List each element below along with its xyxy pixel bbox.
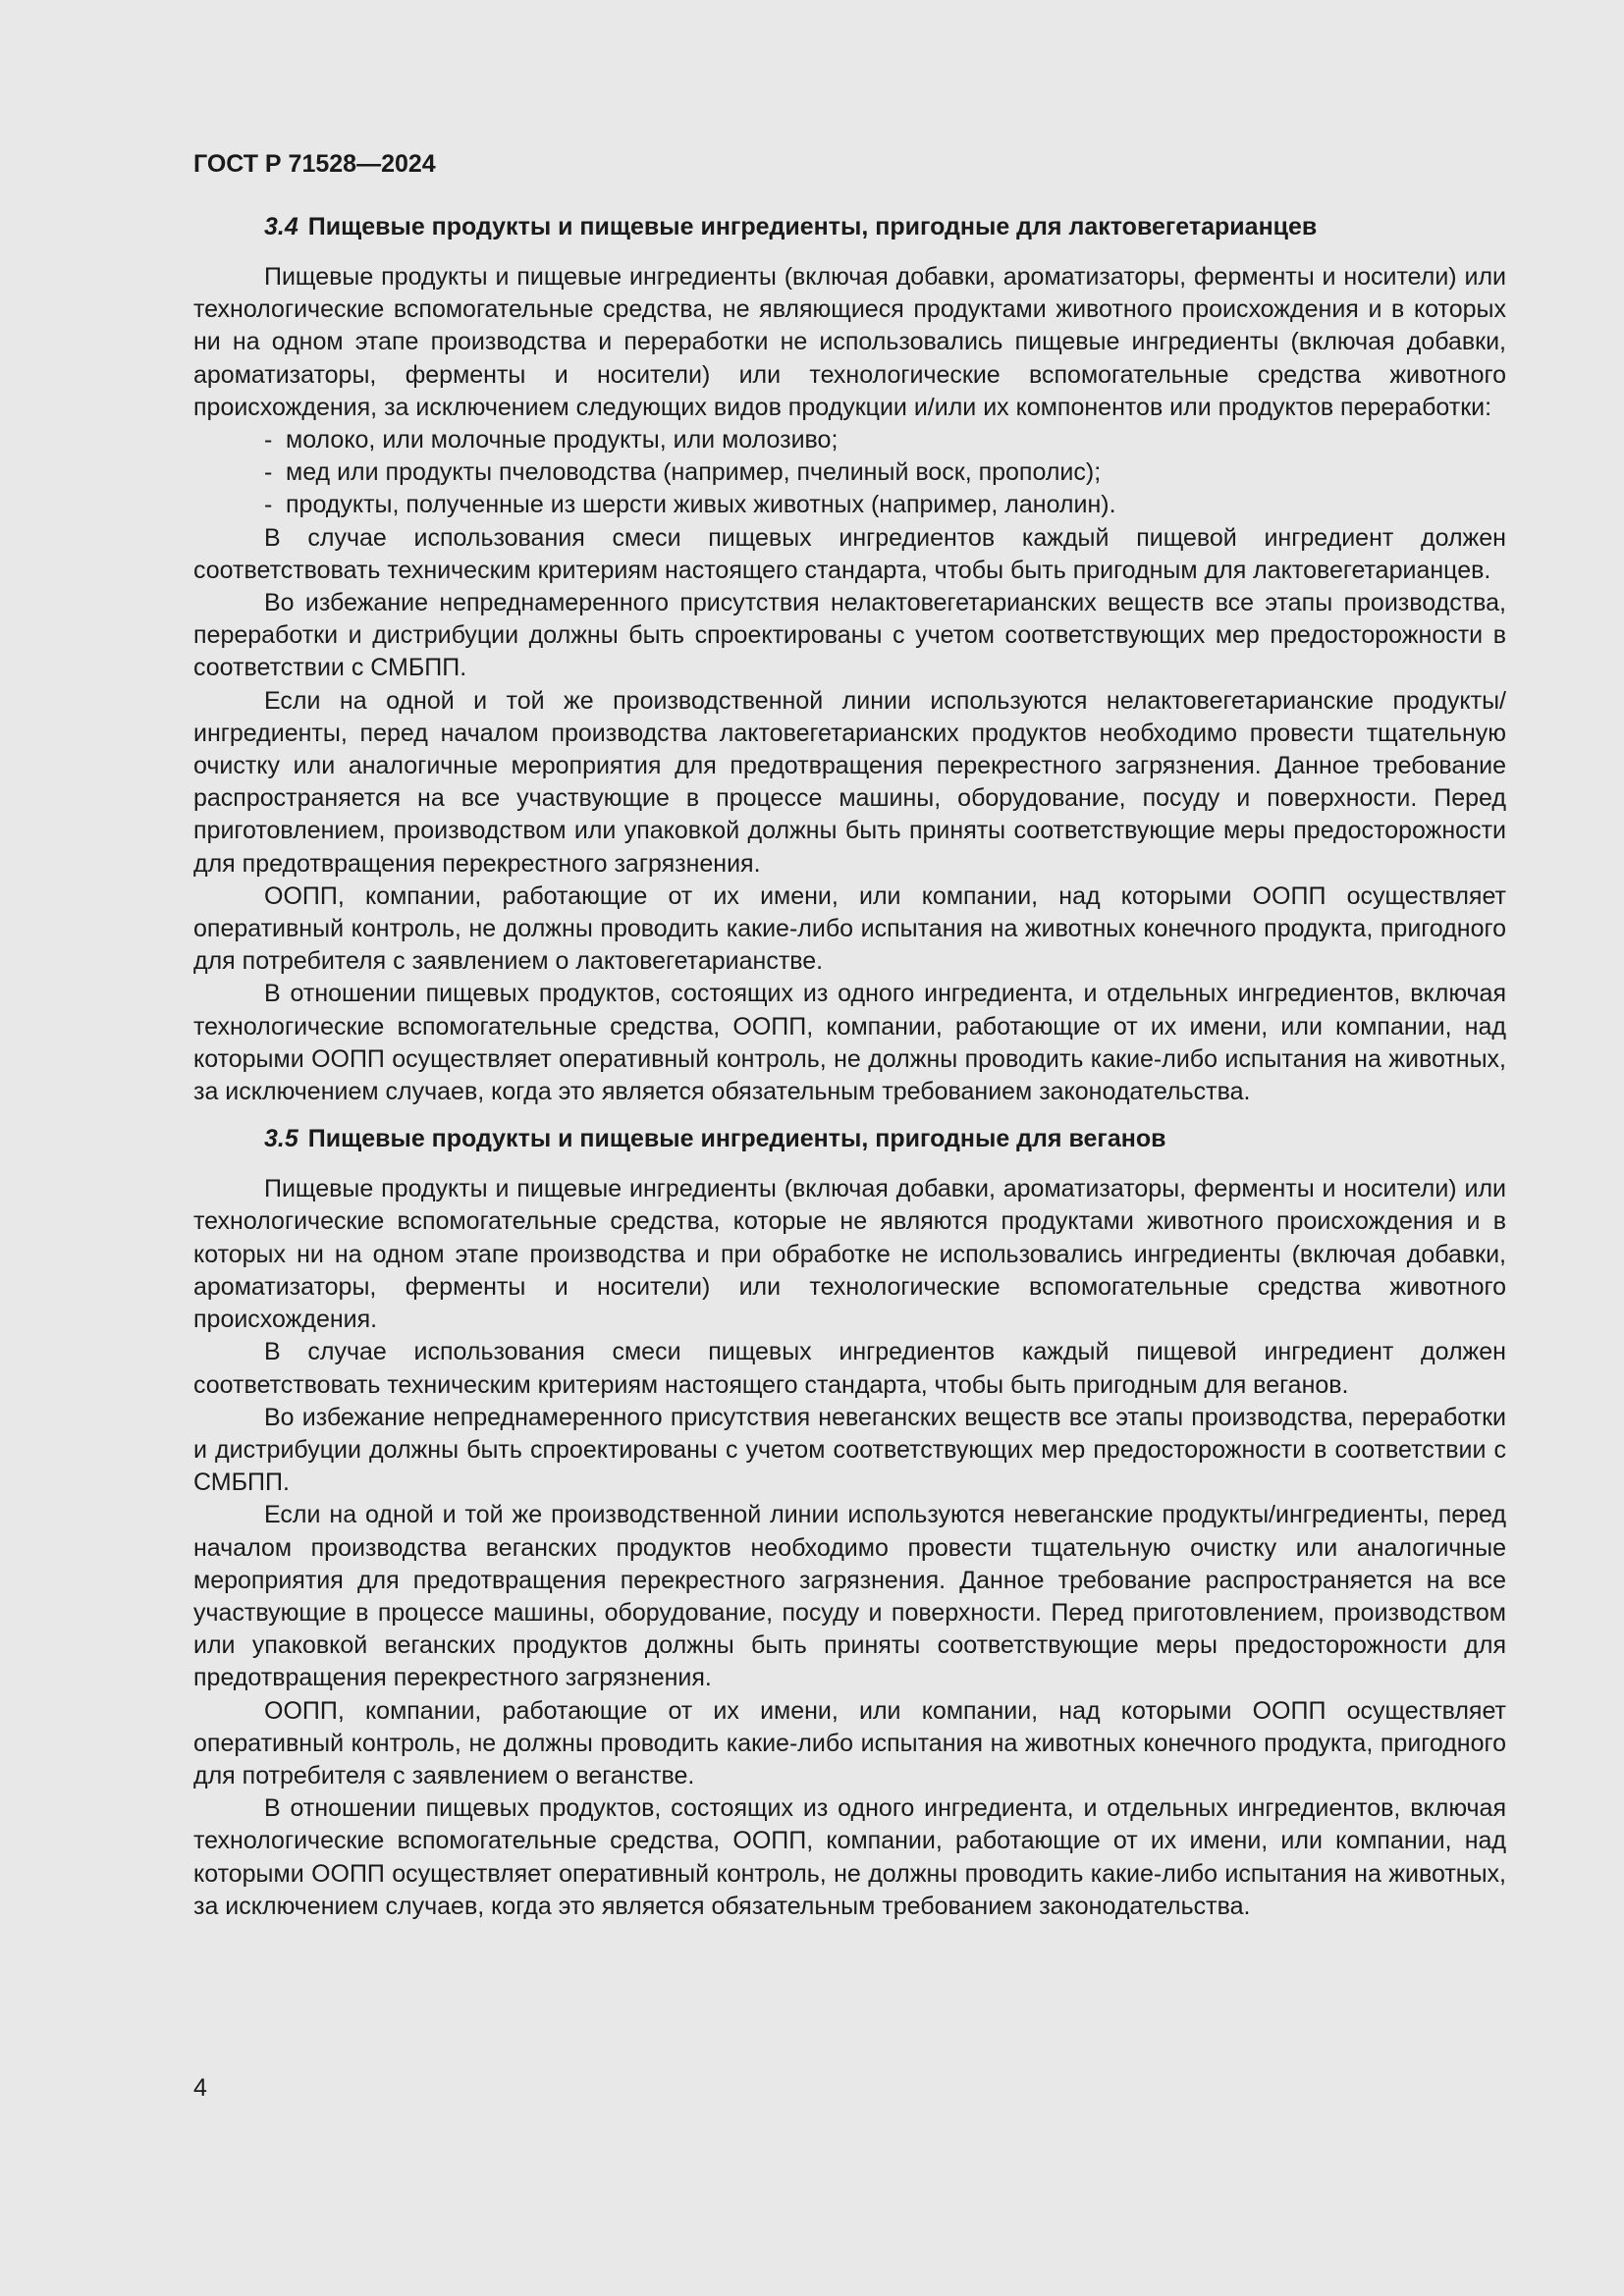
document-header: ГОСТ Р 71528—2024 bbox=[193, 150, 436, 178]
paragraph: Пищевые продукты и пищевые ингредиенты (включая добавки, ароматизаторы, ферменты и носители) или технологические вспомогательные средства, не являющиеся продуктами животного происхождения и в которых ни на одном этапе производства и переработки не использовались пищевые ингредиенты (включая добавки, ароматизаторы, ферменты и носители) или технологические вспомогательные средства животного происхождения, за исключением следующих видов продукции и/или их компонентов или продуктов переработки: bbox=[193, 263, 1506, 421]
paragraph: ООПП, компании, работающие от их имени, или компании, над которыми ООПП осуществляет оперативный контроль, не должны проводить какие-либо испытания на животных конечного продукта, пригодного для потребителя с заявлением о лактовегетарианстве. bbox=[193, 881, 1506, 976]
paragraph: ООПП, компании, работающие от их имени, или компании, над которыми ООПП осуществляет оперативный контроль, не должны проводить какие-либо испытания на животных конечного продукта, пригодного для потребителя с заявлением о веганстве. bbox=[193, 1696, 1506, 1789]
page-number: 4 bbox=[193, 2074, 207, 2102]
paragraph: Если на одной и той же производственной линии используются нелактовегетарианские продукты/ингредиенты, перед началом производства лактовегетарианских продуктов необходимо провести тщательную очистку или аналогичные мероприятия для предотвращения перекрестного загрязнения. Данное требование распространяется на все участвующие в процессе машины, оборудование, посуду и поверхности. Перед приготовлением, производством или упаковкой должны быть приняты соответствующие меры предосторожности для предотвращения перекрестного загрязнения. bbox=[193, 686, 1506, 878]
paragraph: В случае использования смеси пищевых ингредиентов каждый пищевой ингредиент должен соответствовать техническим критериям настоящего стандарта, чтобы быть пригодным для лактовегетарианцев. bbox=[193, 523, 1506, 584]
list-item bbox=[193, 489, 1506, 521]
section-title: Пищевые продукты и пищевые ингредиенты, пригодные для лактовегетарианцев bbox=[307, 213, 1318, 240]
paragraph: В отношении пищевых продуктов, состоящих из одного ингредиента, и отдельных ингредиентов, включая технологические вспомогательные средства, ООПП, компании, работающие от их имени, или компании, над которыми ООПП осуществляет оперативный контроль, не должны проводить какие-либо испытания на животных, за исключением случаев, когда это является обязательным требованием законодательства. bbox=[193, 980, 1506, 1106]
list-dash: - bbox=[264, 426, 273, 454]
section-number: 3.4 bbox=[264, 213, 298, 240]
section-gap bbox=[193, 1108, 1506, 1122]
paragraph: Пищевые продукты и пищевые ингредиенты (включая добавки, ароматизаторы, ферменты и носители) или технологические вспомогательные средства, которые не являются продуктами животного происхождения и в которых ни на одном этапе производства и при обработке не использовались ингредиенты (включая добавки, ароматизаторы, ферменты и носители) или технологические вспомогательные средства животного происхождения. bbox=[193, 1175, 1506, 1334]
paragraph: Во избежание непреднамеренного присутствия невеганских веществ все этапы производства, переработки и дистрибуции должны быть спроектированы с учетом соответствующих мер предосторожности в соответствии с СМБПП. bbox=[193, 1403, 1506, 1497]
paragraph: Если на одной и той же производственной линии используются невеганские продукты/ингредиенты, перед началом производства веганских продуктов необходимо провести тщательную очистку или аналогичные мероприятия для предотвращения перекрестного загрязнения. Данное требование распространяется на все участвующие в процессе машины, оборудование, посуду и поверхности. Перед приготовлением, производством или упаковкой веганских продуктов должны быть приняты соответствующие меры предосторожности для предотвращения перекрестного загрязнения. bbox=[193, 1501, 1506, 1692]
section-3-5-heading bbox=[193, 1122, 1506, 1155]
list-item-text: мед или продукты пчеловодства (например, пчелиный воск, прополис); bbox=[286, 458, 1102, 487]
list-dash: - bbox=[264, 458, 273, 487]
section-3-4-heading bbox=[193, 210, 1506, 243]
paragraph: В отношении пищевых продуктов, состоящих из одного ингредиента, и отдельных ингредиентов, включая технологические вспомогательные средства, ООПП, компании, работающие от их имени, или компании, над которыми ООПП осуществляет оперативный контроль, не должны проводить какие-либо испытания на животных, за исключением случаев, когда это является обязательным требованием законодательства. bbox=[193, 1794, 1506, 1920]
list-dash: - bbox=[264, 491, 273, 519]
list-item bbox=[193, 456, 1506, 489]
list-item-text: продукты, полученные из шерсти живых животных (например, ланолин). bbox=[286, 491, 1116, 519]
paragraph: В случае использования смеси пищевых ингредиентов каждый пищевой ингредиент должен соответствовать техническим критериям настоящего стандарта, чтобы быть пригодным для веганов. bbox=[193, 1338, 1506, 1399]
paragraph: Во избежание непреднамеренного присутствия нелактовегетарианских веществ все этапы производства, переработки и дистрибуции должны быть спроектированы с учетом соответствующих мер предосторожности в соответствии с СМБПП. bbox=[193, 589, 1506, 682]
section-number: 3.5 bbox=[264, 1125, 298, 1153]
list-item bbox=[193, 424, 1506, 456]
section-title: Пищевые продукты и пищевые ингредиенты, пригодные для веганов bbox=[307, 1125, 1166, 1153]
list-item-text: молоко, или молочные продукты, или молозиво; bbox=[286, 426, 839, 454]
